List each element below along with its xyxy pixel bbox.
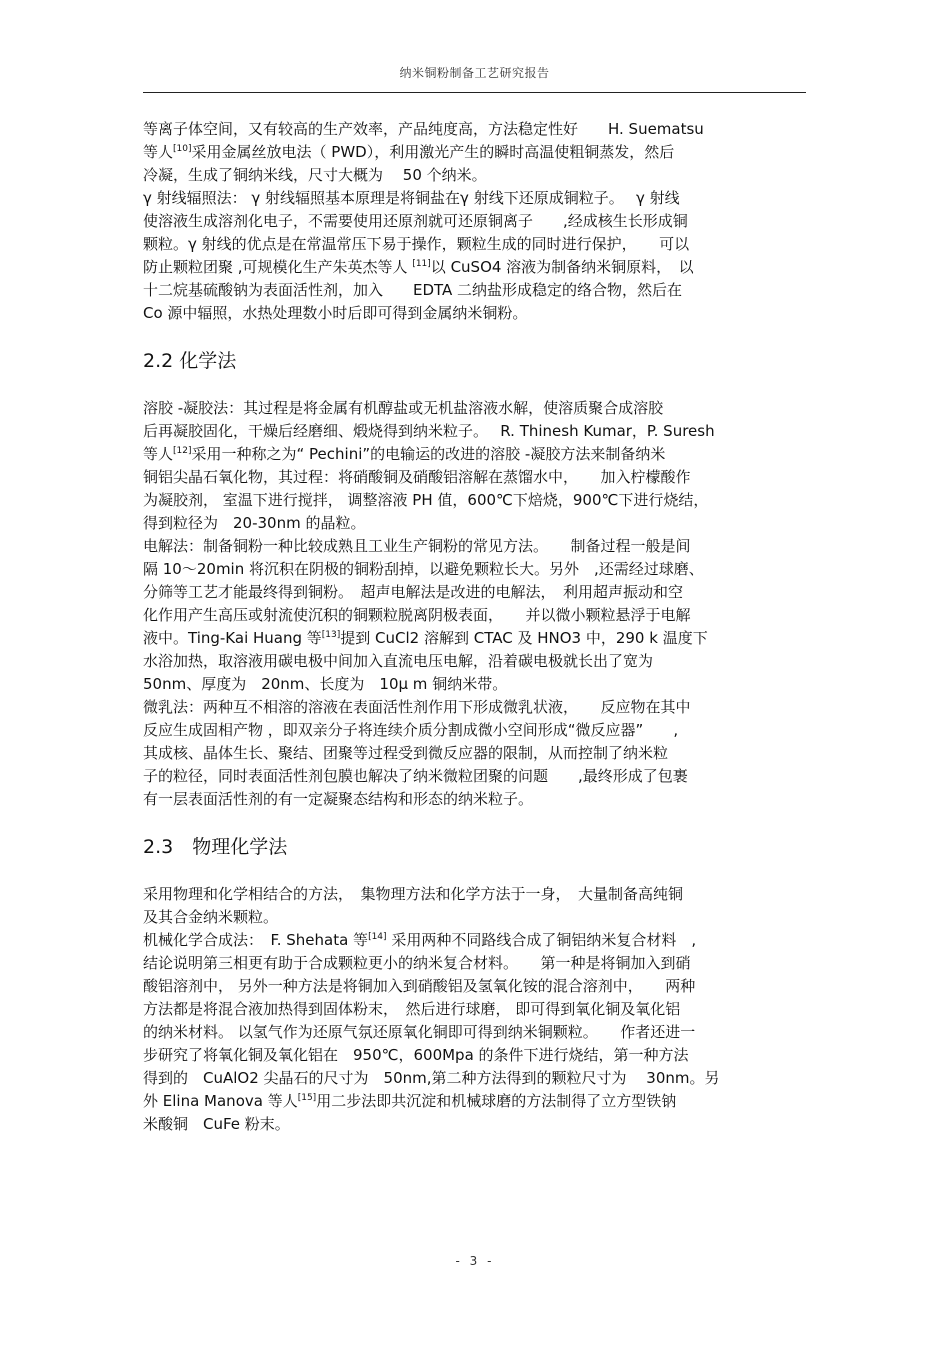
citation-ref: [13] [321, 630, 341, 640]
text-run: 2.2 化学法 [143, 350, 237, 372]
header-rule [143, 92, 806, 93]
text-line [143, 535, 808, 558]
text-run: 外 Elina Manova 等人 [143, 1092, 298, 1110]
text-run: 方法都是将混合液加热得到固体粉末， 然后进行球磨， 即可得到氧化铜及氧化铝 [143, 1000, 681, 1018]
text-run: 的纳米材料。 以氢气作为还原气氛还原氧化铜即可得到纳米铜颗粒。 作者还进一 [143, 1023, 696, 1041]
text-line [143, 581, 808, 604]
running-header: 纳米铜粉制备工艺研究报告 [399, 66, 550, 80]
text-run: 及其合金纳米颗粒。 [143, 908, 279, 926]
citation-ref: [11] [412, 259, 431, 269]
text-line [143, 233, 808, 256]
page-number: - 3 - [455, 1254, 495, 1268]
text-run: 其成核、晶体生长、聚结、团聚等过程受到微反应器的限制，从而控制了纳米粒 [143, 744, 669, 762]
text-run: 十二烷基硫酸钠为表面活性剂，加入 EDTA 二纳盐形成稳定的络合物，然后在 [143, 281, 683, 299]
citation-ref: [12] [173, 446, 192, 456]
paragraph-gap [143, 859, 808, 883]
citation-ref: [10] [173, 144, 192, 154]
text-line [143, 929, 808, 952]
text-run: 机械化学合成法： F. Shehata 等 [143, 931, 369, 949]
section-heading [143, 349, 808, 373]
text-line [143, 1113, 808, 1136]
text-run: 有一层表面活性剂的有一定凝聚态结构和形态的纳米粒子。 [143, 790, 534, 808]
text-line [143, 512, 808, 535]
text-line [143, 1090, 808, 1113]
text-run: 采用金属丝放电法（ PWD），利用激光产生的瞬时高温使粗铜蒸发，然后 [191, 143, 675, 161]
text-line [143, 279, 808, 302]
paragraph-gap [143, 373, 808, 397]
text-line [143, 397, 808, 420]
text-line [143, 952, 808, 975]
text-run: 液中。Ting-Kai Huang 等 [143, 629, 322, 647]
text-run: 冷凝，生成了铜纳米线，尺寸大概为 50 个纳米。 [143, 166, 487, 184]
text-run: 铜铝尖晶石氧化物，其过程：将硝酸铜及硝酸铝溶解在蒸馏水中， 加入柠檬酸作 [143, 468, 691, 486]
text-run: 防止颗粒团聚 ,可规模化生产朱英杰等人 [143, 258, 413, 276]
text-run: 50nm、厚度为 20nm、长度为 10μ m 铜纳米带。 [143, 675, 508, 693]
text-line [143, 256, 808, 279]
text-line [143, 696, 808, 719]
text-run: 后再凝胶固化，干燥后经磨细、煅烧得到纳米粒子。 R. Thinesh Kumar，P. Suresh [143, 422, 715, 440]
text-run: 使溶液生成溶剂化电子，不需要使用还原剂就可还原铜离子 ,经成核生长形成铜 [143, 212, 688, 230]
text-line [143, 604, 808, 627]
text-line [143, 998, 808, 1021]
text-run: 用二步法即共沉淀和机械球磨的方法制得了立方型铁钠 [316, 1092, 677, 1110]
text-line [143, 187, 808, 210]
text-line [143, 118, 808, 141]
text-run: 结论说明第三相更有助于合成颗粒更小的纳米复合材料。 第一种是将铜加入到硝 [143, 954, 691, 972]
text-run: 反应生成固相产物 ，即双亲分子将连续介质分割成微小空间形成“微反应器” , [143, 721, 679, 739]
text-run: 子的粒径，同时表面活性剂包膜也解决了纳米微粒团聚的问题 ,最终形成了包裹 [143, 767, 688, 785]
text-run: Co 源中辐照，水热处理数小时后即可得到金属纳米铜粉。 [143, 304, 528, 322]
text-run: 以 CuSO4 溶液为制备纳米铜原料， 以 [430, 258, 694, 276]
text-run: 米酸铜 CuFe 粉末。 [143, 1115, 290, 1133]
text-line [143, 788, 808, 811]
section-heading [143, 835, 808, 859]
text-run: 得到的 CuAlO2 尖晶石的尺寸为 50nm,第二种方法得到的颗粒尺寸为 30nm。另 [143, 1069, 720, 1087]
text-line [143, 141, 808, 164]
text-line [143, 443, 808, 466]
text-run: 采用物理和化学相结合的方法， 集物理方法和化学方法于一身， 大量制备高纯铜 [143, 885, 684, 903]
text-run: 水浴加热，取溶液用碳电极中间加入直流电压电解，沿着碳电极就长出了宽为 [143, 652, 654, 670]
text-line [143, 1021, 808, 1044]
text-line [143, 742, 808, 765]
text-run: 微乳法：两种互不相溶的溶液在表面活性剂作用下形成微乳状液， 反应物在其中 [143, 698, 691, 716]
text-line [143, 650, 808, 673]
text-run: 分筛等工艺才能最终得到铜粉。 超声电解法是改进的电解法， 利用超声振动和空 [143, 583, 684, 601]
text-run: 隔 10～20min 将沉积在阴极的铜粉刮掉，以避免颗粒长大。另外 ,还需经过球磨、 [143, 560, 704, 578]
text-run: 为凝胶剂， 室温下进行搅拌， 调整溶液 PH 值，600℃下焙烧，900℃下进行烧结， [143, 491, 709, 509]
text-line [143, 975, 808, 998]
text-run: 电解法：制备铜粉一种比较成熟且工业生产铜粉的常见方法。 制备过程一般是间 [143, 537, 691, 555]
paragraph-gap [143, 325, 808, 349]
text-line [143, 466, 808, 489]
text-run: 提到 CuCl2 溶解到 CTAC 及 HNO3 中，290 k 温度下 [340, 629, 708, 647]
text-run: 溶胶 -凝胶法：其过程是将金属有机醇盐或无机盐溶液水解，使溶质聚合成溶胶 [143, 399, 664, 417]
text-line [143, 489, 808, 512]
text-line [143, 719, 808, 742]
text-run: 化作用产生高压或射流使沉积的铜颗粒脱离阴极表面， 并以微小颗粒悬浮于电解 [143, 606, 691, 624]
text-line [143, 1067, 808, 1090]
text-run: γ 射线辐照法： γ 射线辐照基本原理是将铜盐在γ 射线下还原成铜粒子。 γ 射线 [143, 189, 680, 207]
text-run: 酸铝溶剂中， 另外一种方法是将铜加入到硝酸铝及氢氧化铵的混合溶剂中， 两种 [143, 977, 696, 995]
text-line [143, 420, 808, 443]
citation-ref: [14] [368, 932, 387, 942]
text-run: 采用两种不同路线合成了铜铝纳米复合材料 , [386, 931, 697, 949]
text-run: 采用一种称之为“ Pechini”的电输运的改进的溶胶 -凝胶方法来制备纳米 [191, 445, 666, 463]
text-line [143, 883, 808, 906]
text-line [143, 765, 808, 788]
text-run: 颗粒。γ 射线的优点是在常温常压下易于操作，颗粒生成的同时进行保护， 可以 [143, 235, 690, 253]
text-line [143, 302, 808, 325]
document-body [143, 118, 808, 1136]
text-line [143, 627, 808, 650]
text-run: 等人 [143, 143, 174, 161]
text-run: 得到粒径为 20-30nm 的晶粒。 [143, 514, 366, 532]
text-line [143, 1044, 808, 1067]
text-line [143, 673, 808, 696]
paragraph-gap [143, 811, 808, 835]
text-run: 2.3 物理化学法 [143, 836, 288, 858]
text-line [143, 906, 808, 929]
text-run: 等人 [143, 445, 174, 463]
text-line [143, 210, 808, 233]
text-line [143, 558, 808, 581]
text-run: 步研究了将氧化铜及氧化铝在 950℃，600Mpa 的条件下进行烧结，第一种方法 [143, 1046, 689, 1064]
text-line [143, 164, 808, 187]
text-run: 等离子体空间，又有较高的生产效率，产品纯度高，方法稳定性好 H. Suematsu [143, 120, 704, 138]
citation-ref: [15] [297, 1093, 317, 1103]
